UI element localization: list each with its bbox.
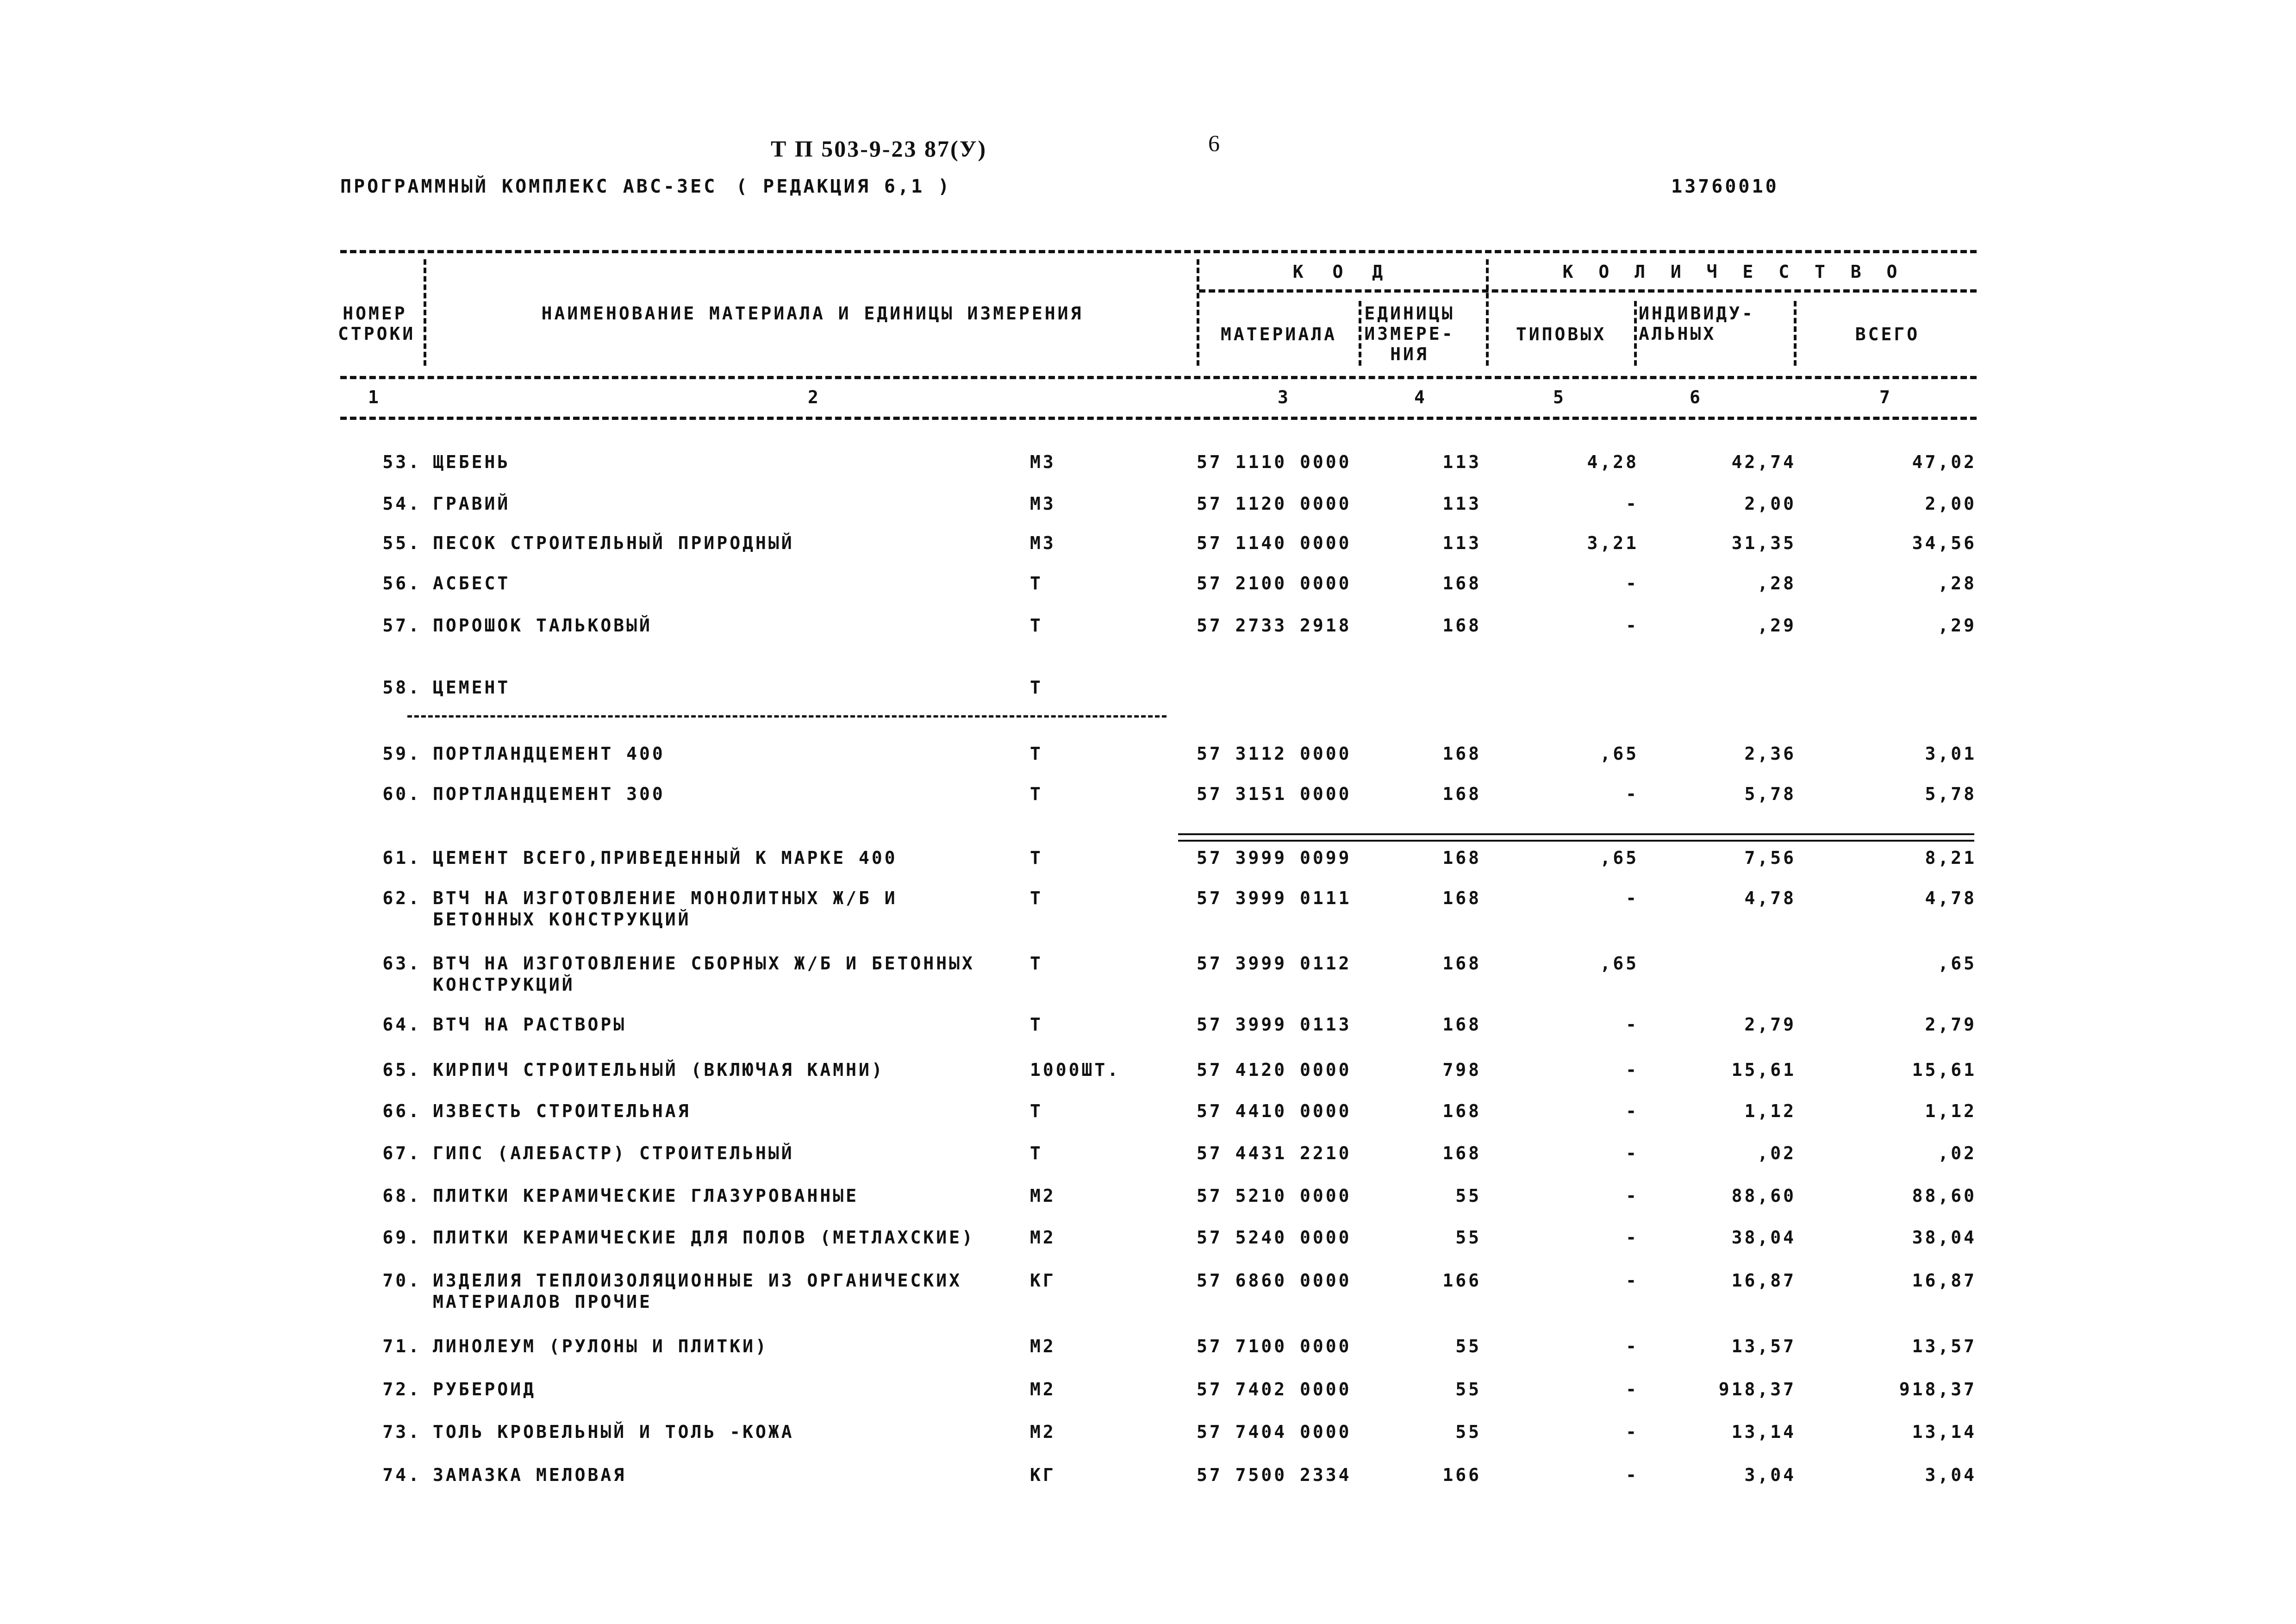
- unit-code: 168: [1442, 953, 1481, 974]
- header-quantity-group: К О Л И Ч Е С Т В О: [1562, 262, 1905, 282]
- material-name: ПОРТЛАНДЦЕМЕНТ 300: [433, 784, 665, 804]
- material-code: 57 7500 2334: [1197, 1465, 1352, 1485]
- individual-qty: 5,78: [1744, 784, 1796, 804]
- row-number: 69.: [382, 1227, 421, 1248]
- unit: М3: [1030, 452, 1056, 472]
- header-material-code: МАТЕРИАЛА: [1221, 324, 1337, 344]
- material-code: 57 1110 0000: [1197, 452, 1352, 472]
- material-name: ПОРОШОК ТАЛЬКОВЫЙ: [433, 615, 652, 636]
- table-row: [0, 1379, 2296, 1420]
- header-typical: ТИПОВЫХ: [1516, 324, 1607, 344]
- typical-qty: ,65: [1600, 743, 1639, 764]
- typical-qty: -: [1626, 1060, 1639, 1080]
- unit: Т: [1030, 1143, 1043, 1163]
- row-number: 58.: [382, 677, 421, 698]
- material-name: АСБЕСТ: [433, 573, 511, 593]
- unit: М2: [1030, 1379, 1056, 1399]
- total-qty: ,29: [1938, 615, 1977, 636]
- material-code: 57 7404 0000: [1197, 1422, 1352, 1442]
- material-name: ПЕСОК СТРОИТЕЛЬНЫЙ ПРИРОДНЫЙ: [433, 533, 794, 553]
- unit: Т: [1030, 573, 1043, 593]
- row-number: 63.: [382, 953, 421, 974]
- material-code: 57 4120 0000: [1197, 1060, 1352, 1080]
- total-qty: 8,21: [1925, 848, 1977, 868]
- header-unit-code: ЕДИНИЦЫ ИЗМЕРЕ- НИЯ: [1364, 303, 1455, 364]
- material-code: 57 3999 0113: [1197, 1014, 1352, 1035]
- unit: М3: [1030, 533, 1056, 553]
- individual-qty: 7,56: [1744, 848, 1796, 868]
- table-row: [0, 1100, 2296, 1142]
- table-row: [0, 451, 2296, 493]
- individual-qty: 16,87: [1731, 1270, 1796, 1291]
- header-divider: [1486, 259, 1489, 366]
- total-qty: 13,14: [1912, 1422, 1977, 1442]
- typical-qty: -: [1626, 784, 1639, 804]
- table-row: [0, 615, 2296, 656]
- total-qty: 3,04: [1925, 1465, 1977, 1485]
- total-qty: ,02: [1938, 1143, 1977, 1163]
- individual-qty: 2,00: [1744, 493, 1796, 514]
- table-row: [0, 783, 2296, 825]
- unit-code: 113: [1442, 493, 1481, 514]
- table-row: [0, 677, 2296, 718]
- material-name: ПЛИТКИ КЕРАМИЧЕСКИЕ ГЛАЗУРОВАННЫЕ: [433, 1186, 859, 1206]
- typical-qty: -: [1626, 1186, 1639, 1206]
- unit-code: 168: [1442, 1014, 1481, 1035]
- table-row: [0, 1014, 2296, 1056]
- document-number: 13760010: [1671, 176, 1779, 197]
- typical-qty: -: [1626, 1227, 1639, 1248]
- unit-code: 168: [1442, 573, 1481, 593]
- page-number: 6: [1208, 130, 1220, 156]
- typical-qty: ,65: [1600, 848, 1639, 868]
- total-qty: 918,37: [1899, 1379, 1977, 1399]
- unit: Т: [1030, 615, 1043, 636]
- material-code: 57 5210 0000: [1197, 1186, 1352, 1206]
- total-qty: ,65: [1938, 953, 1977, 974]
- typical-qty: 4,28: [1587, 452, 1639, 472]
- material-code: 57 7100 0000: [1197, 1336, 1352, 1356]
- table-row: [0, 1270, 2296, 1312]
- column-number: 5: [1553, 387, 1564, 407]
- unit-code: 113: [1442, 452, 1481, 472]
- typical-qty: ,65: [1600, 953, 1639, 974]
- typical-qty: -: [1626, 1422, 1639, 1442]
- material-name: ПЛИТКИ КЕРАМИЧЕСКИЕ ДЛЯ ПОЛОВ (МЕТЛАХСКИЕ): [433, 1227, 975, 1248]
- material-name: ИЗВЕСТЬ СТРОИТЕЛЬНАЯ: [433, 1101, 691, 1121]
- table-row: [0, 887, 2296, 929]
- typical-qty: -: [1626, 1143, 1639, 1163]
- material-code: 57 4410 0000: [1197, 1101, 1352, 1121]
- table-row: [0, 532, 2296, 574]
- material-code: 57 3999 0111: [1197, 888, 1352, 908]
- total-qty: 15,61: [1912, 1060, 1977, 1080]
- unit-code: 168: [1442, 1101, 1481, 1121]
- row-number: 68.: [382, 1186, 421, 1206]
- row-number: 62.: [382, 888, 421, 908]
- row-number: 61.: [382, 848, 421, 868]
- material-code: 57 2100 0000: [1197, 573, 1352, 593]
- total-qty: 2,79: [1925, 1014, 1977, 1035]
- typical-qty: -: [1626, 1336, 1639, 1356]
- unit-code: 168: [1442, 784, 1481, 804]
- row-number: 65.: [382, 1060, 421, 1080]
- individual-qty: 13,57: [1731, 1336, 1796, 1356]
- material-name-continued: МАТЕРИАЛОВ ПРОЧИЕ: [433, 1292, 652, 1312]
- material-name: РУБЕРОИД: [433, 1379, 537, 1399]
- individual-qty: 42,74: [1731, 452, 1796, 472]
- column-number: 6: [1690, 387, 1700, 407]
- material-code: 57 7402 0000: [1197, 1379, 1352, 1399]
- material-name-continued: КОНСТРУКЦИЙ: [433, 974, 575, 995]
- table-row: [0, 493, 2296, 535]
- material-code: 57 2733 2918: [1197, 615, 1352, 636]
- header-rule: [340, 376, 1977, 379]
- unit-code: 55: [1455, 1379, 1481, 1399]
- material-name: ЦЕМЕНТ ВСЕГО,ПРИВЕДЕННЫЙ К МАРКЕ 400: [433, 848, 898, 868]
- individual-qty: 38,04: [1731, 1227, 1796, 1248]
- material-name-continued: БЕТОННЫХ КОНСТРУКЦИЙ: [433, 909, 691, 930]
- table-row: [0, 743, 2296, 785]
- unit: Т: [1030, 1014, 1043, 1035]
- material-name: ВТЧ НА РАСТВОРЫ: [433, 1014, 627, 1035]
- header-material-name: НАИМЕНОВАНИЕ МАТЕРИАЛА И ЕДИНИЦЫ ИЗМЕРЕНИЯ: [541, 303, 1084, 324]
- unit-code: 168: [1442, 1143, 1481, 1163]
- unit-code: 168: [1442, 848, 1481, 868]
- table-row: [0, 1059, 2296, 1101]
- table-row: [0, 1421, 2296, 1463]
- unit: Т: [1030, 888, 1043, 908]
- header-row-number: НОМЕР СТРОКИ: [338, 303, 416, 344]
- total-qty: 34,56: [1912, 533, 1977, 553]
- total-qty: 38,04: [1912, 1227, 1977, 1248]
- material-name: ИЗДЕЛИЯ ТЕПЛОИЗОЛЯЦИОННЫЕ ИЗ ОРГАНИЧЕСКИХ: [433, 1270, 962, 1291]
- material-name: ЗАМАЗКА МЕЛОВАЯ: [433, 1465, 627, 1485]
- material-name: ВТЧ НА ИЗГОТОВЛЕНИЕ СБОРНЫХ Ж/Б И БЕТОННЫХ: [433, 953, 975, 974]
- unit: Т: [1030, 953, 1043, 974]
- row-number: 54.: [382, 493, 421, 514]
- unit-code: 113: [1442, 533, 1481, 553]
- material-code: 57 3112 0000: [1197, 743, 1352, 764]
- individual-qty: 15,61: [1731, 1060, 1796, 1080]
- typical-qty: -: [1626, 1270, 1639, 1291]
- unit: М2: [1030, 1336, 1056, 1356]
- material-name: ГРАВИЙ: [433, 493, 511, 514]
- row-number: 67.: [382, 1143, 421, 1163]
- unit-code: 55: [1455, 1186, 1481, 1206]
- individual-qty: 13,14: [1731, 1422, 1796, 1442]
- program-edition: ( РЕДАКЦИЯ 6,1 ): [736, 176, 952, 197]
- table-row: [0, 1143, 2296, 1184]
- total-qty: 47,02: [1912, 452, 1977, 472]
- header-bottom-rule: [340, 417, 1977, 420]
- table-row: [0, 953, 2296, 994]
- typical-qty: -: [1626, 1465, 1639, 1485]
- column-number: 3: [1278, 387, 1288, 407]
- material-code: 57 6860 0000: [1197, 1270, 1352, 1291]
- total-qty: 3,01: [1925, 743, 1977, 764]
- total-qty: 5,78: [1925, 784, 1977, 804]
- row-number: 72.: [382, 1379, 421, 1399]
- total-qty: 13,57: [1912, 1336, 1977, 1356]
- unit-code: 168: [1442, 743, 1481, 764]
- unit: Т: [1030, 784, 1043, 804]
- total-qty: ,28: [1938, 573, 1977, 593]
- header-divider: [424, 259, 426, 366]
- unit: КГ: [1030, 1465, 1056, 1485]
- row-number: 74.: [382, 1465, 421, 1485]
- typical-qty: -: [1626, 615, 1639, 636]
- material-code: 57 3151 0000: [1197, 784, 1352, 804]
- table-row: [0, 573, 2296, 614]
- row-number: 53.: [382, 452, 421, 472]
- row-number: 55.: [382, 533, 421, 553]
- material-name: ТОЛЬ КРОВЕЛЬНЫЙ И ТОЛЬ -КОЖА: [433, 1422, 794, 1442]
- material-code: 57 5240 0000: [1197, 1227, 1352, 1248]
- typical-qty: -: [1626, 1101, 1639, 1121]
- individual-qty: 4,78: [1744, 888, 1796, 908]
- material-code: 57 3999 0112: [1197, 953, 1352, 974]
- unit: Т: [1030, 743, 1043, 764]
- row-number: 59.: [382, 743, 421, 764]
- material-code: 57 1120 0000: [1197, 493, 1352, 514]
- material-name: ЩЕБЕНЬ: [433, 452, 511, 472]
- header-divider: [1794, 301, 1797, 366]
- material-code: 57 3999 0099: [1197, 848, 1352, 868]
- group-underline: [407, 715, 1167, 718]
- unit: КГ: [1030, 1270, 1056, 1291]
- unit-code: 55: [1455, 1336, 1481, 1356]
- individual-qty: 31,35: [1731, 533, 1796, 553]
- total-qty: 88,60: [1912, 1186, 1977, 1206]
- unit-code: 798: [1442, 1060, 1481, 1080]
- unit-code: 166: [1442, 1270, 1481, 1291]
- typical-qty: -: [1626, 1379, 1639, 1399]
- total-qty: 4,78: [1925, 888, 1977, 908]
- row-number: 73.: [382, 1422, 421, 1442]
- row-number: 57.: [382, 615, 421, 636]
- header-sub-rule: [1199, 289, 1977, 293]
- unit: М2: [1030, 1186, 1056, 1206]
- material-name: ПОРТЛАНДЦЕМЕНТ 400: [433, 743, 665, 764]
- typical-qty: 3,21: [1587, 533, 1639, 553]
- total-qty: 1,12: [1925, 1101, 1977, 1121]
- table-row: [0, 1227, 2296, 1268]
- column-number: 4: [1414, 387, 1425, 407]
- table-top-rule: [340, 250, 1977, 253]
- unit-code: 55: [1455, 1227, 1481, 1248]
- header-individual: ИНДИВИДУ- АЛЬНЫХ: [1639, 303, 1755, 344]
- unit: 1000ШТ.: [1030, 1060, 1121, 1080]
- typical-qty: -: [1626, 493, 1639, 514]
- header-divider: [1634, 301, 1637, 366]
- material-code: 57 4431 2210: [1197, 1143, 1352, 1163]
- typical-qty: -: [1626, 1014, 1639, 1035]
- document-code: Т П 503-9-23 87(У): [771, 136, 987, 162]
- material-name: КИРПИЧ СТРОИТЕЛЬНЫЙ (ВКЛЮЧАЯ КАМНИ): [433, 1060, 885, 1080]
- row-number: 66.: [382, 1101, 421, 1121]
- unit-code: 168: [1442, 615, 1481, 636]
- individual-qty: 3,04: [1744, 1465, 1796, 1485]
- unit: Т: [1030, 1101, 1043, 1121]
- total-qty: 16,87: [1912, 1270, 1977, 1291]
- row-number: 60.: [382, 784, 421, 804]
- unit: М2: [1030, 1227, 1056, 1248]
- material-code: 57 1140 0000: [1197, 533, 1352, 553]
- header-code-group: К О Д: [1292, 262, 1392, 282]
- individual-qty: 1,12: [1744, 1101, 1796, 1121]
- unit: Т: [1030, 848, 1043, 868]
- row-number: 71.: [382, 1336, 421, 1356]
- individual-qty: ,28: [1757, 573, 1796, 593]
- subtotal-rule: [1178, 833, 1974, 842]
- individual-qty: 2,79: [1744, 1014, 1796, 1035]
- individual-qty: ,02: [1757, 1143, 1796, 1163]
- unit: Т: [1030, 677, 1043, 698]
- total-qty: 2,00: [1925, 493, 1977, 514]
- unit: М2: [1030, 1422, 1056, 1442]
- material-name: ГИПС (АЛЕБАСТР) СТРОИТЕЛЬНЫЙ: [433, 1143, 794, 1163]
- individual-qty: 2,36: [1744, 743, 1796, 764]
- typical-qty: -: [1626, 888, 1639, 908]
- table-row: [0, 847, 2296, 889]
- unit-code: 168: [1442, 888, 1481, 908]
- table-row: [0, 1185, 2296, 1227]
- row-number: 56.: [382, 573, 421, 593]
- program-name: ПРОГРАММНЫЙ КОМПЛЕКС АВС-ЗЕС: [340, 176, 718, 197]
- column-number: 1: [368, 387, 379, 407]
- column-number: 2: [808, 387, 818, 407]
- material-name: ЛИНОЛЕУМ (РУЛОНЫ И ПЛИТКИ): [433, 1336, 768, 1356]
- material-name: ВТЧ НА ИЗГОТОВЛЕНИЕ МОНОЛИТНЫХ Ж/Б И: [433, 888, 898, 908]
- table-row: [0, 1464, 2296, 1506]
- column-number: 7: [1879, 387, 1890, 407]
- table-row: [0, 1336, 2296, 1377]
- material-name: ЦЕМЕНТ: [433, 677, 511, 698]
- row-number: 70.: [382, 1270, 421, 1291]
- header-total: ВСЕГО: [1855, 324, 1920, 344]
- typical-qty: -: [1626, 573, 1639, 593]
- unit-code: 55: [1455, 1422, 1481, 1442]
- row-number: 64.: [382, 1014, 421, 1035]
- individual-qty: 918,37: [1718, 1379, 1796, 1399]
- header-divider: [1359, 301, 1361, 366]
- unit: М3: [1030, 493, 1056, 514]
- individual-qty: ,29: [1757, 615, 1796, 636]
- individual-qty: 88,60: [1731, 1186, 1796, 1206]
- unit-code: 166: [1442, 1465, 1481, 1485]
